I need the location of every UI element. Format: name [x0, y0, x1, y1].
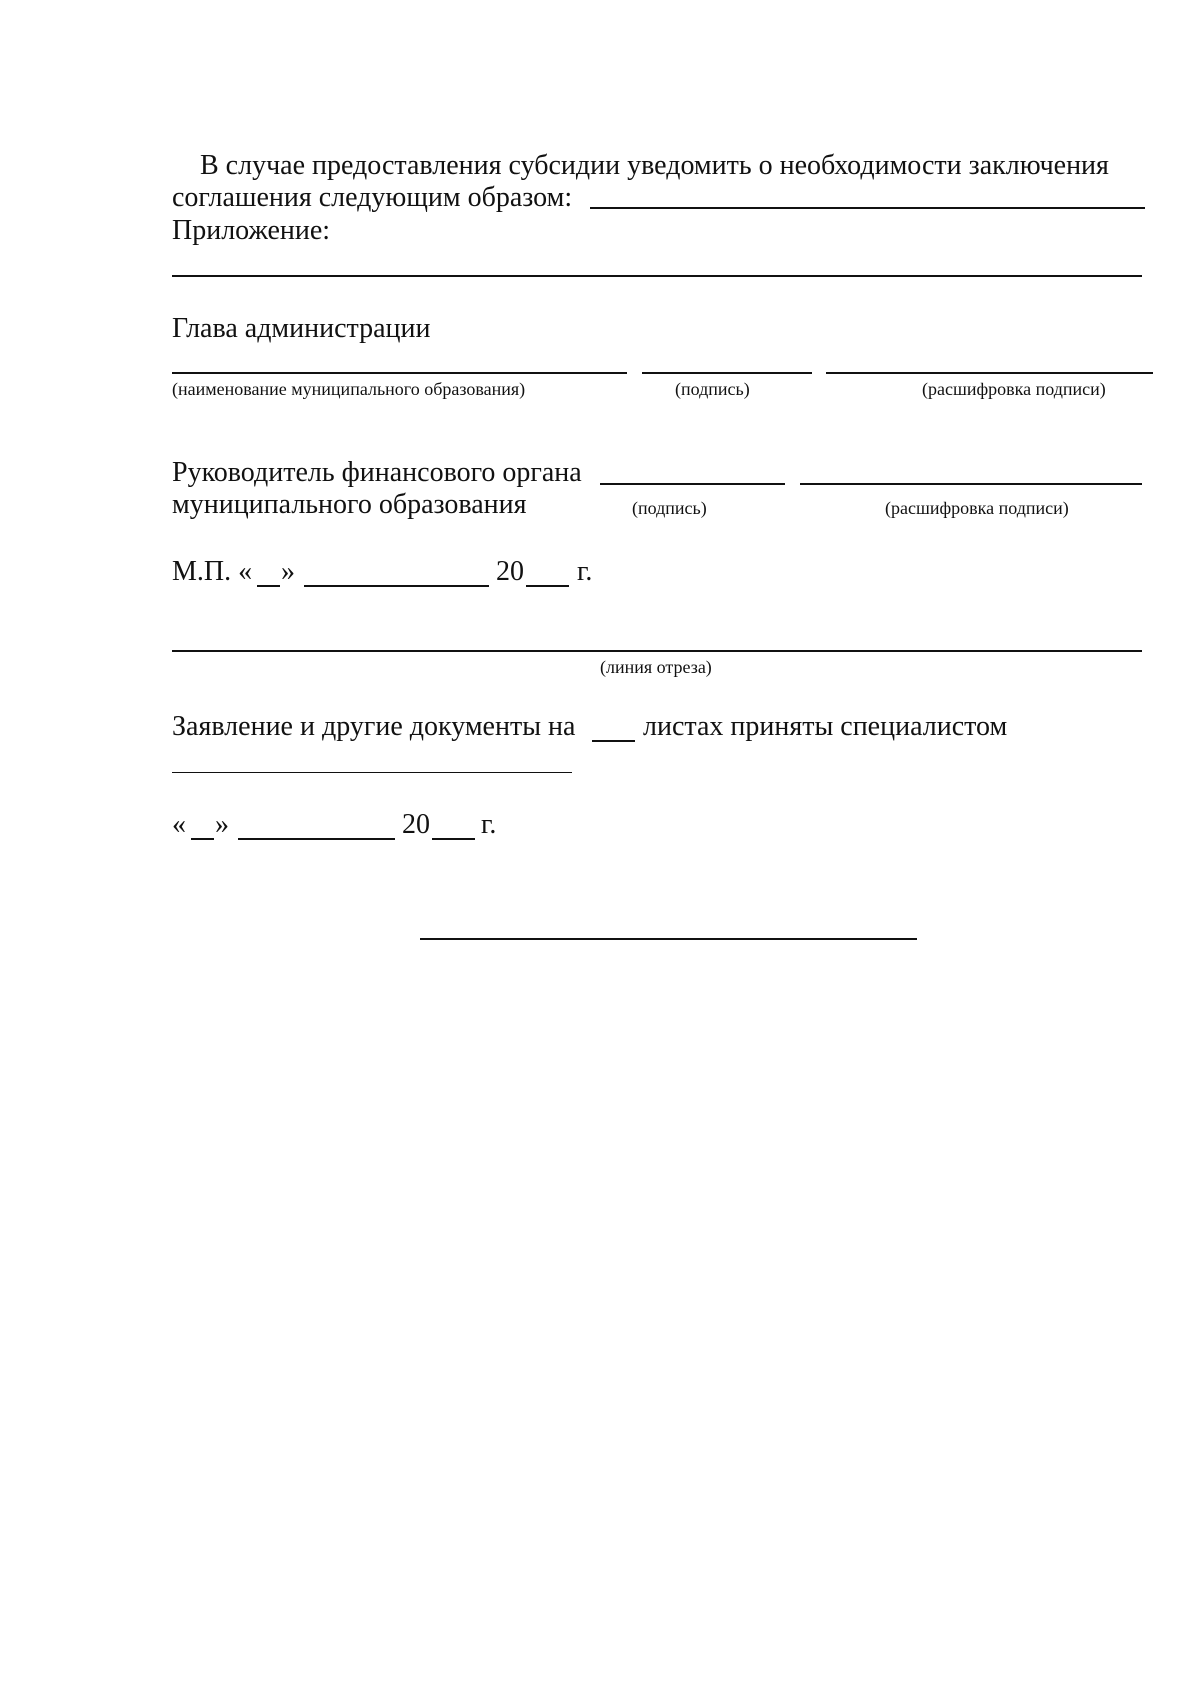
stamp-mp-label: М.П. «: [172, 556, 253, 587]
org-name-line: [172, 372, 627, 374]
notice-line-2: соглашения следующим образом:: [172, 182, 573, 213]
finance-transcript-line: [800, 483, 1142, 485]
stamp-year-suffix: г.: [577, 556, 593, 587]
finance-caption-signature: (подпись): [632, 498, 707, 518]
notice-blank-line: [590, 207, 1145, 209]
receipt-year-prefix: 20: [402, 809, 430, 840]
stamp-month-blank: [304, 585, 489, 587]
attachment-label: Приложение:: [172, 215, 331, 246]
stamp-day-blank: [257, 585, 280, 587]
caption-transcript: (расшифровка подписи): [922, 379, 1106, 399]
finance-head-title-line-2: муниципального образования: [172, 489, 527, 520]
specialist-blank-line: [172, 772, 572, 773]
closing-rule: [420, 938, 917, 940]
notice-line-1: В случае предоставления субсидии уведомить о необходимости заключения: [200, 150, 1109, 181]
stamp-close-quote: »: [281, 556, 295, 587]
receipt-sheets-blank: [592, 740, 635, 742]
signature-line: [642, 372, 812, 374]
transcript-line: [826, 372, 1153, 374]
finance-signature-line: [600, 483, 785, 485]
receipt-month-blank: [238, 838, 395, 840]
stamp-year-blank: [526, 585, 569, 587]
cut-line: [172, 650, 1142, 652]
finance-head-title-line-1: Руководитель финансового органа: [172, 457, 582, 488]
receipt-text-start: Заявление и другие документы на: [172, 711, 576, 742]
receipt-year-blank: [432, 838, 475, 840]
receipt-year-suffix: г.: [481, 809, 497, 840]
caption-org-name: (наименование муниципального образования): [172, 379, 526, 399]
head-admin-title: Глава администрации: [172, 313, 431, 344]
stamp-year-prefix: 20: [496, 556, 524, 587]
caption-signature: (подпись): [675, 379, 750, 399]
attachment-blank-line: [172, 275, 1142, 277]
receipt-text-end: листах приняты специалистом: [643, 711, 1008, 742]
receipt-day-blank: [191, 838, 214, 840]
receipt-open-quote: «: [172, 809, 186, 840]
finance-caption-transcript: (расшифровка подписи): [885, 498, 1069, 518]
receipt-close-quote: »: [215, 809, 229, 840]
cut-line-caption: (линия отреза): [600, 657, 712, 677]
